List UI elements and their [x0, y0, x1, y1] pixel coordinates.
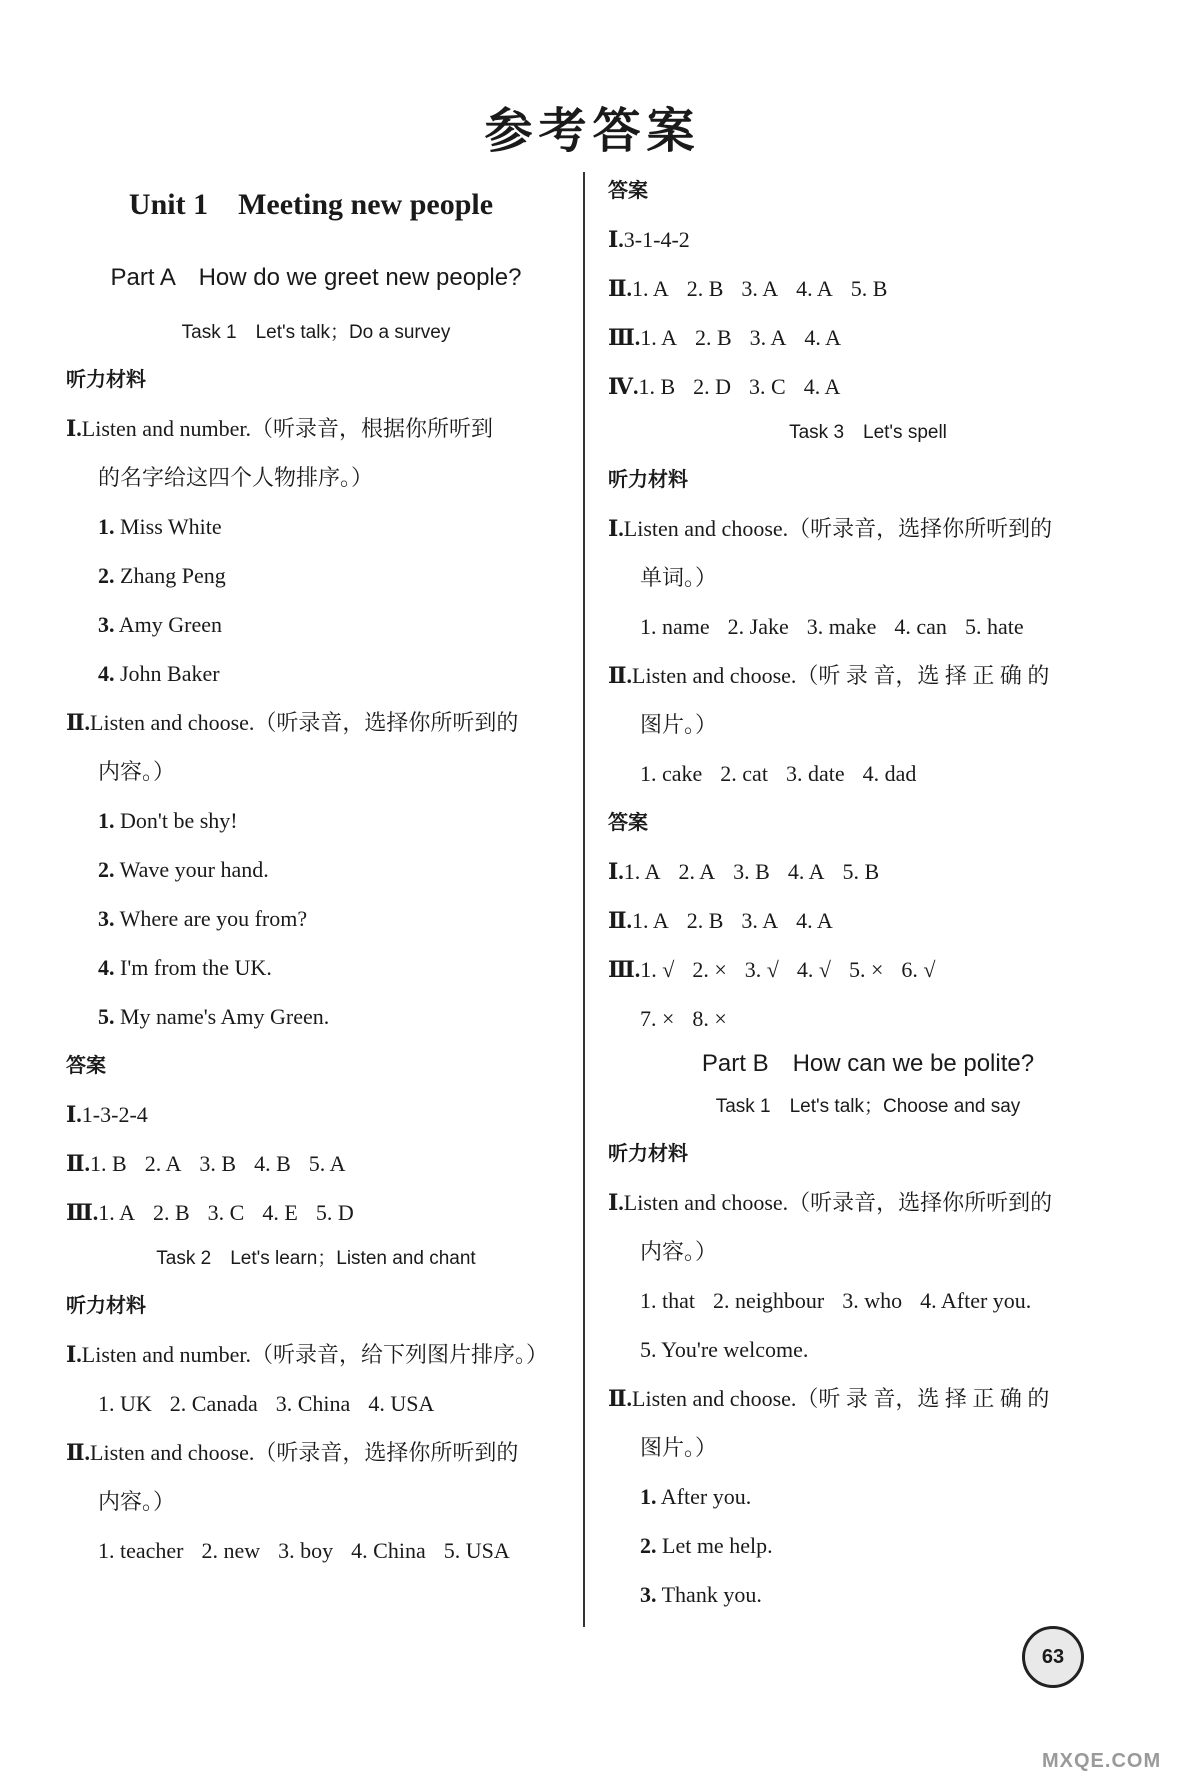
question-2-cont: 图片。） — [640, 1435, 718, 1460]
list-item: 1. Miss White — [98, 514, 222, 539]
question-2-cont: 图片。） — [640, 712, 718, 737]
list-item: 5. You're welcome. — [640, 1337, 809, 1362]
list-item: 2. Zhang Peng — [98, 563, 226, 588]
list-item: 3. Where are you from? — [98, 906, 308, 931]
answer-row: Ⅰ.1-3-2-4 — [66, 1102, 148, 1127]
answer-row: Ⅲ.1. √ 2. × 3. √ 4. √ 5. × 6. √ — [608, 957, 936, 982]
answer-row: Ⅲ.1. A 2. B 3. A 4. A — [608, 325, 842, 350]
page-number: 63 — [1041, 1645, 1065, 1668]
question-1: Ⅰ.Listen and choose.（听录音，选择你所听到的 — [608, 1190, 1053, 1215]
part-b-title: Part B How can we be polite? — [701, 1050, 1035, 1077]
listening-label: 听力材料 — [66, 367, 146, 391]
list-item: 1. teacher 2. new 3. boy 4. China 5. USA — [98, 1538, 510, 1563]
answer-row: Ⅲ.1. A 2. B 3. C 4. E 5. D — [66, 1200, 354, 1225]
question-1: Ⅰ.Listen and number.（听录音，根据你所听到 — [66, 416, 494, 441]
listening-label: 听力材料 — [608, 1141, 688, 1165]
answer-row: Ⅱ.1. A 2. B 3. A 4. A 5. B — [608, 276, 888, 301]
list-item: 3. Amy Green — [98, 612, 223, 637]
question-2: Ⅱ.Listen and choose.（听 录 音，选 择 正 确 的 — [608, 663, 1050, 688]
list-item: 1. UK 2. Canada 3. China 4. USA — [98, 1391, 435, 1416]
question-2: Ⅱ.Listen and choose.（听录音，选择你所听到的 — [66, 710, 519, 735]
answer-row: Ⅱ.1. B 2. A 3. B 4. B 5. A — [66, 1151, 346, 1176]
part-a-title: Part A How do we greet new people? — [110, 264, 522, 291]
question-1-cont: 内容。） — [640, 1239, 718, 1264]
list-item: 1. cake 2. cat 3. date 4. dad — [640, 761, 917, 786]
question-1-cont: 的名字给这四个人物排序。） — [98, 465, 374, 490]
answer-row: Ⅰ.1. A 2. A 3. B 4. A 5. B — [608, 859, 880, 884]
list-item: 5. My name's Amy Green. — [98, 1004, 330, 1029]
question-2-cont: 内容。） — [98, 759, 176, 784]
column-divider — [583, 172, 585, 1627]
list-item: 1. name 2. Jake 3. make 4. can 5. hate — [640, 614, 1024, 639]
task3-title: Task 3 Let's spell — [789, 422, 947, 443]
listening-label: 听力材料 — [608, 467, 688, 491]
list-item: 1. that 2. neighbour 3. who 4. After you. — [640, 1288, 1032, 1313]
page-number-badge — [1022, 1626, 1084, 1688]
question-1: Ⅰ.Listen and choose.（听录音，选择你所听到的 — [608, 516, 1053, 541]
list-item: 1. After you. — [640, 1484, 752, 1509]
task2-title: Task 2 Let's learn；Listen and chant — [156, 1248, 476, 1269]
left-column — [66, 165, 566, 1575]
list-item: 2. Wave your hand. — [98, 857, 269, 882]
question-2: Ⅱ.Listen and choose.（听录音，选择你所听到的 — [66, 1440, 519, 1465]
task1-title: Task 1 Let's talk；Do a survey — [181, 322, 451, 343]
list-item: 4. John Baker — [98, 661, 220, 686]
question-2-cont: 内容。） — [98, 1489, 176, 1514]
unit-title: Unit 1 Meeting new people — [128, 188, 494, 221]
watermark: MXQE.COM — [1042, 1750, 1162, 1772]
right-column — [608, 166, 1128, 1619]
list-item: 1. Don't be shy! — [98, 808, 238, 833]
task1-title: Task 1 Let's talk；Choose and say — [715, 1096, 1021, 1117]
list-item: 2. Let me help. — [640, 1533, 773, 1558]
answer-label: 答案 — [66, 1053, 106, 1077]
answer-row: Ⅳ.1. B 2. D 3. C 4. A — [608, 374, 841, 399]
listening-label: 听力材料 — [66, 1293, 146, 1317]
answer-row-cont: 7. × 8. × — [640, 1006, 727, 1031]
question-1-cont: 单词。） — [640, 565, 718, 590]
page-title: 参考答案 — [484, 103, 701, 159]
answer-label: 答案 — [608, 178, 648, 202]
answer-row: Ⅱ.1. A 2. B 3. A 4. A — [608, 908, 833, 933]
question-1: Ⅰ.Listen and number.（听录音，给下列图片排序。） — [66, 1342, 549, 1367]
answer-row: Ⅰ.3-1-4-2 — [608, 227, 690, 252]
question-2: Ⅱ.Listen and choose.（听 录 音，选 择 正 确 的 — [608, 1386, 1050, 1411]
list-item: 3. Thank you. — [640, 1582, 762, 1607]
list-item: 4. I'm from the UK. — [98, 955, 272, 980]
answer-label: 答案 — [608, 810, 648, 834]
